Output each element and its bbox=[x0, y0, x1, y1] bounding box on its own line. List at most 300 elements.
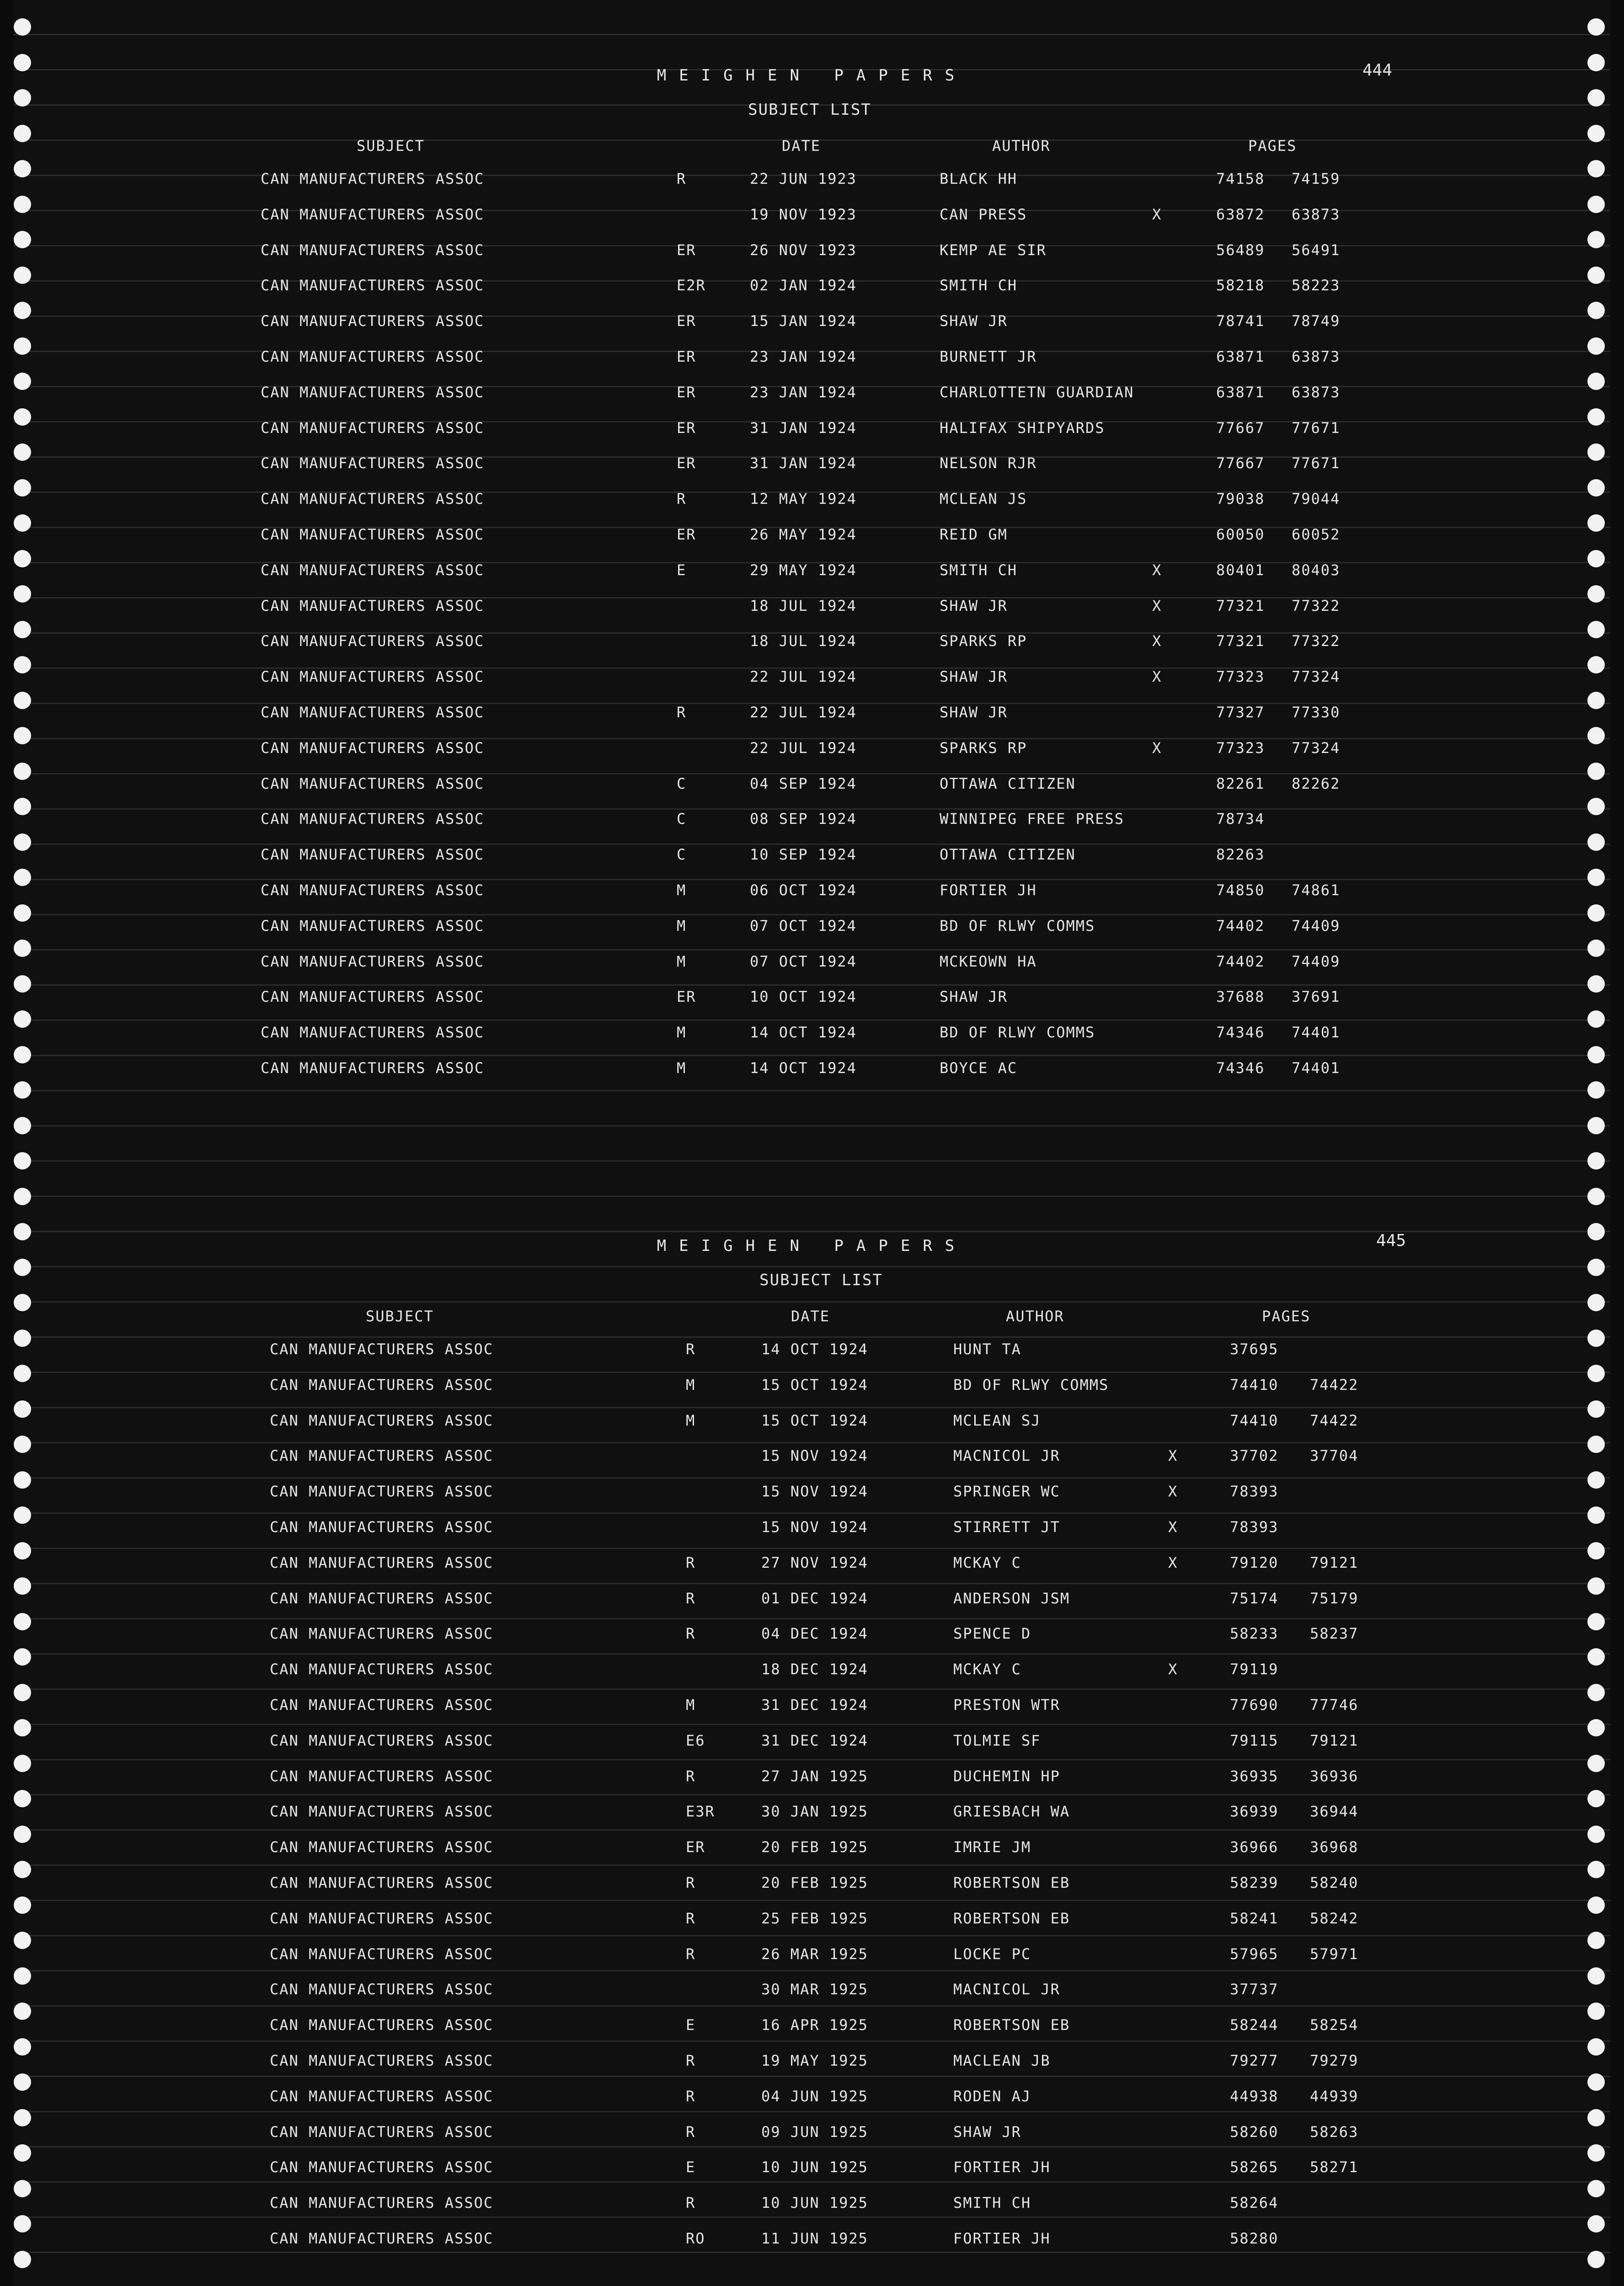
page-end-cell: 58237 bbox=[1310, 1625, 1359, 1643]
code-cell: ER bbox=[677, 525, 696, 543]
date-cell: 12 MAY 1924 bbox=[750, 490, 857, 508]
code-cell: R bbox=[686, 2123, 696, 2141]
code-cell: E3R bbox=[686, 1803, 715, 1821]
author-cell: FORTIER JH bbox=[953, 2158, 1051, 2176]
author-cell: BD OF RLWY COMMS bbox=[953, 1376, 1109, 1394]
date-cell: 06 OCT 1924 bbox=[750, 881, 857, 899]
author-cell: SHAW JR bbox=[940, 597, 1008, 614]
date-cell: 18 JUL 1924 bbox=[750, 597, 857, 614]
subject-cell: CAN MANUFACTURERS ASSOC bbox=[261, 952, 485, 970]
page-start-cell: 37688 bbox=[1216, 988, 1265, 1006]
subject-rows bbox=[0, 1335, 1624, 2260]
table-row bbox=[0, 1975, 1624, 2011]
author-cell: IMRIE JM bbox=[953, 1838, 1031, 1856]
author-cell: ROBERTSON EB bbox=[953, 1874, 1070, 1891]
subject-cell: CAN MANUFACTURERS ASSOC bbox=[261, 917, 485, 935]
subject-cell: CAN MANUFACTURERS ASSOC bbox=[270, 1874, 494, 1891]
page-end-cell: 79121 bbox=[1310, 1731, 1359, 1749]
code-cell: ER bbox=[677, 419, 696, 437]
code-cell: M bbox=[677, 917, 687, 935]
subject-cell: CAN MANUFACTURERS ASSOC bbox=[270, 1803, 494, 1821]
table-row bbox=[0, 983, 1624, 1018]
date-cell: 15 NOV 1924 bbox=[761, 1447, 868, 1465]
subject-cell: CAN MANUFACTURERS ASSOC bbox=[261, 241, 485, 259]
header-pages: PAGES bbox=[1248, 137, 1297, 155]
subject-cell: CAN MANUFACTURERS ASSOC bbox=[270, 1483, 494, 1501]
author-cell: HUNT TA bbox=[953, 1341, 1021, 1358]
page-end-cell: 63873 bbox=[1292, 205, 1341, 223]
table-row bbox=[0, 2224, 1624, 2260]
subject-cell: CAN MANUFACTURERS ASSOC bbox=[270, 1731, 494, 1749]
subject-cell: CAN MANUFACTURERS ASSOC bbox=[261, 988, 485, 1006]
subject-cell: CAN MANUFACTURERS ASSOC bbox=[270, 1376, 494, 1394]
page-start-cell: 82261 bbox=[1216, 774, 1265, 792]
table-row bbox=[0, 1762, 1624, 1798]
subject-cell: CAN MANUFACTURERS ASSOC bbox=[261, 490, 485, 508]
flag-cell: X bbox=[1168, 1554, 1178, 1571]
page-start-cell: 63871 bbox=[1216, 383, 1265, 401]
feed-hole bbox=[1587, 18, 1605, 36]
column-headers bbox=[0, 137, 1624, 160]
code-cell: ER bbox=[677, 988, 696, 1006]
header-date: DATE bbox=[782, 137, 821, 155]
subject-cell: CAN MANUFACTURERS ASSOC bbox=[261, 703, 485, 721]
code-cell: ER bbox=[677, 312, 696, 330]
date-cell: 26 MAR 1925 bbox=[761, 1945, 868, 1963]
header-author: AUTHOR bbox=[992, 137, 1051, 155]
page-end-cell: 37691 bbox=[1292, 988, 1341, 1006]
header-date: DATE bbox=[791, 1308, 830, 1325]
flag-cell: X bbox=[1152, 739, 1162, 757]
author-cell: HALIFAX SHIPYARDS bbox=[940, 419, 1105, 437]
page-start-cell: 58264 bbox=[1230, 2194, 1279, 2212]
table-row bbox=[0, 1691, 1624, 1726]
list-subtitle: SUBJECT LIST bbox=[748, 101, 871, 119]
code-cell: C bbox=[677, 774, 687, 792]
page-end-cell: 74409 bbox=[1292, 952, 1341, 970]
date-cell: 31 JAN 1924 bbox=[750, 454, 857, 472]
page-end-cell: 63873 bbox=[1292, 347, 1341, 365]
flag-cell: X bbox=[1168, 1661, 1178, 1678]
code-cell: R bbox=[677, 703, 687, 721]
author-cell: SHAW JR bbox=[940, 312, 1008, 330]
author-cell: GRIESBACH WA bbox=[953, 1803, 1070, 1821]
subject-cell: CAN MANUFACTURERS ASSOC bbox=[270, 1554, 494, 1571]
flag-cell: X bbox=[1152, 632, 1162, 650]
date-cell: 22 JUL 1924 bbox=[750, 703, 857, 721]
page-end-cell: 77322 bbox=[1292, 632, 1341, 650]
date-cell: 14 OCT 1924 bbox=[750, 1059, 857, 1077]
page-end-cell: 60052 bbox=[1292, 525, 1341, 543]
subject-cell: CAN MANUFACTURERS ASSOC bbox=[270, 1625, 494, 1643]
code-cell: C bbox=[677, 846, 687, 864]
table-row bbox=[0, 1477, 1624, 1513]
page-start-cell: 74402 bbox=[1216, 952, 1265, 970]
table-row bbox=[0, 1513, 1624, 1549]
author-cell: SMITH CH bbox=[953, 2194, 1031, 2212]
page-start-cell: 56489 bbox=[1216, 241, 1265, 259]
date-cell: 29 MAY 1924 bbox=[750, 561, 857, 579]
flag-cell: X bbox=[1168, 1447, 1178, 1465]
page-end-cell: 74861 bbox=[1292, 881, 1341, 899]
date-cell: 20 FEB 1925 bbox=[761, 1874, 868, 1891]
page-start-cell: 37702 bbox=[1230, 1447, 1279, 1465]
table-row bbox=[0, 271, 1624, 307]
table-row bbox=[0, 698, 1624, 734]
date-cell: 19 NOV 1923 bbox=[750, 205, 857, 223]
table-row bbox=[0, 236, 1624, 272]
flag-cell: X bbox=[1168, 1483, 1178, 1501]
page-start-cell: 37737 bbox=[1230, 1981, 1279, 1998]
column-headers bbox=[0, 1308, 1624, 1330]
date-cell: 22 JUL 1924 bbox=[750, 739, 857, 757]
author-cell: SPARKS RP bbox=[940, 632, 1027, 650]
subject-cell: CAN MANUFACTURERS ASSOC bbox=[261, 1024, 485, 1042]
author-cell: BOYCE AC bbox=[940, 1059, 1018, 1077]
date-cell: 14 OCT 1924 bbox=[761, 1341, 868, 1358]
date-cell: 23 JAN 1924 bbox=[750, 383, 857, 401]
page-end-cell: 58223 bbox=[1292, 277, 1341, 294]
page-start-cell: 58233 bbox=[1230, 1625, 1279, 1643]
page-start-cell: 79038 bbox=[1216, 490, 1265, 508]
code-cell: E6 bbox=[686, 1731, 705, 1749]
code-cell: R bbox=[677, 490, 687, 508]
table-row bbox=[0, 1655, 1624, 1691]
table-row bbox=[0, 840, 1624, 876]
page-end-cell: 74409 bbox=[1292, 917, 1341, 935]
page-end-cell: 36968 bbox=[1310, 1838, 1359, 1856]
code-cell: R bbox=[686, 1589, 696, 1607]
subject-cell: CAN MANUFACTURERS ASSOC bbox=[270, 2229, 494, 2247]
page-end-cell: 77322 bbox=[1292, 597, 1341, 614]
page-start-cell: 36935 bbox=[1230, 1767, 1279, 1785]
table-row bbox=[0, 342, 1624, 378]
page-end-cell: 77324 bbox=[1292, 739, 1341, 757]
date-cell: 07 OCT 1924 bbox=[750, 917, 857, 935]
code-cell: M bbox=[677, 1059, 687, 1077]
page-start-cell: 44938 bbox=[1230, 2087, 1279, 2105]
feed-hole bbox=[14, 1188, 31, 1205]
page-start-cell: 80401 bbox=[1216, 561, 1265, 579]
author-cell: FORTIER JH bbox=[953, 2229, 1051, 2247]
author-cell: MACNICOL JR bbox=[953, 1447, 1060, 1465]
date-cell: 15 NOV 1924 bbox=[761, 1483, 868, 1501]
author-cell: SHAW JR bbox=[940, 668, 1008, 686]
header-author: AUTHOR bbox=[1006, 1308, 1064, 1325]
header-pages: PAGES bbox=[1262, 1308, 1311, 1325]
author-cell: WINNIPEG FREE PRESS bbox=[940, 810, 1125, 828]
code-cell: R bbox=[686, 1341, 696, 1358]
author-cell: CAN PRESS bbox=[940, 205, 1027, 223]
date-cell: 16 APR 1925 bbox=[761, 2016, 868, 2034]
table-row bbox=[0, 449, 1624, 485]
date-cell: 18 DEC 1924 bbox=[761, 1661, 868, 1678]
page-start-cell: 77321 bbox=[1216, 632, 1265, 650]
page-end-cell: 74401 bbox=[1292, 1059, 1341, 1077]
code-cell: M bbox=[677, 952, 687, 970]
date-cell: 07 OCT 1924 bbox=[750, 952, 857, 970]
author-cell: OTTAWA CITIZEN bbox=[940, 774, 1076, 792]
page-start-cell: 77667 bbox=[1216, 419, 1265, 437]
feed-hole bbox=[14, 18, 31, 36]
date-cell: 10 OCT 1924 bbox=[750, 988, 857, 1006]
flag-cell: X bbox=[1152, 561, 1162, 579]
table-row bbox=[0, 1406, 1624, 1442]
page-start-cell: 77327 bbox=[1216, 703, 1265, 721]
date-cell: 15 JAN 1924 bbox=[750, 312, 857, 330]
page-end-cell: 77330 bbox=[1292, 703, 1341, 721]
flag-cell: X bbox=[1152, 668, 1162, 686]
author-cell: FORTIER JH bbox=[940, 881, 1037, 899]
code-cell: ER bbox=[677, 454, 696, 472]
code-cell: M bbox=[677, 1024, 687, 1042]
code-cell: C bbox=[677, 810, 687, 828]
table-row bbox=[0, 1726, 1624, 1762]
subject-cell: CAN MANUFACTURERS ASSOC bbox=[261, 419, 485, 437]
page-end-cell: 58242 bbox=[1310, 1909, 1359, 1927]
page-start-cell: 78741 bbox=[1216, 312, 1265, 330]
table-row bbox=[0, 1054, 1624, 1090]
date-cell: 04 JUN 1925 bbox=[761, 2087, 868, 2105]
date-cell: 15 OCT 1924 bbox=[761, 1411, 868, 1429]
table-row bbox=[0, 520, 1624, 556]
subject-cell: CAN MANUFACTURERS ASSOC bbox=[261, 561, 485, 579]
subject-cell: CAN MANUFACTURERS ASSOC bbox=[270, 1838, 494, 1856]
code-cell: ER bbox=[686, 1838, 705, 1856]
table-row bbox=[0, 2082, 1624, 2118]
table-row bbox=[0, 912, 1624, 947]
document-title: MEIGHEN PAPERS bbox=[657, 66, 967, 85]
table-row bbox=[0, 1869, 1624, 1904]
page-end-cell: 58271 bbox=[1310, 2158, 1359, 2176]
page-start-cell: 79115 bbox=[1230, 1731, 1279, 1749]
code-cell: RO bbox=[686, 2229, 705, 2247]
date-cell: 19 MAY 1925 bbox=[761, 2051, 868, 2069]
page-end-cell: 44939 bbox=[1310, 2087, 1359, 2105]
page-end-cell: 74422 bbox=[1310, 1411, 1359, 1429]
page-number: 444 bbox=[1362, 61, 1393, 80]
table-row bbox=[0, 2118, 1624, 2153]
table-row bbox=[0, 378, 1624, 414]
author-cell: KEMP AE SIR bbox=[940, 241, 1047, 259]
date-cell: 01 DEC 1924 bbox=[761, 1589, 868, 1607]
author-cell: DUCHEMIN HP bbox=[953, 1767, 1060, 1785]
code-cell: R bbox=[686, 1767, 696, 1785]
author-cell: OTTAWA CITIZEN bbox=[940, 846, 1076, 864]
date-cell: 08 SEP 1924 bbox=[750, 810, 857, 828]
list-subtitle: SUBJECT LIST bbox=[759, 1271, 883, 1289]
feed-hole bbox=[1587, 1152, 1605, 1170]
code-cell: E bbox=[677, 561, 687, 579]
author-cell: MCLEAN SJ bbox=[953, 1411, 1041, 1429]
page-end-cell: 74159 bbox=[1292, 170, 1341, 187]
subject-cell: CAN MANUFACTURERS ASSOC bbox=[270, 1411, 494, 1429]
document-title: MEIGHEN PAPERS bbox=[657, 1237, 967, 1255]
code-cell: M bbox=[686, 1376, 696, 1394]
subject-cell: CAN MANUFACTURERS ASSOC bbox=[270, 2123, 494, 2141]
code-cell: R bbox=[686, 2194, 696, 2212]
table-row bbox=[0, 662, 1624, 698]
table-row bbox=[0, 1018, 1624, 1054]
feed-hole bbox=[14, 1117, 31, 1134]
date-cell: 04 SEP 1924 bbox=[750, 774, 857, 792]
author-cell: SPRINGER WC bbox=[953, 1483, 1060, 1501]
code-cell: ER bbox=[677, 383, 696, 401]
page-start-cell: 77321 bbox=[1216, 597, 1265, 614]
page-end-cell: 77671 bbox=[1292, 419, 1341, 437]
date-cell: 04 DEC 1924 bbox=[761, 1625, 868, 1643]
page-end-cell: 77324 bbox=[1292, 668, 1341, 686]
subject-cell: CAN MANUFACTURERS ASSOC bbox=[270, 1696, 494, 1714]
code-cell: R bbox=[686, 2087, 696, 2105]
feed-hole bbox=[14, 1152, 31, 1170]
code-cell: R bbox=[686, 1874, 696, 1891]
page-start-cell: 36966 bbox=[1230, 1838, 1279, 1856]
subject-cell: CAN MANUFACTURERS ASSOC bbox=[261, 739, 485, 757]
table-row bbox=[0, 414, 1624, 449]
subject-cell: CAN MANUFACTURERS ASSOC bbox=[261, 881, 485, 899]
date-cell: 02 JAN 1924 bbox=[750, 277, 857, 294]
subject-cell: CAN MANUFACTURERS ASSOC bbox=[261, 846, 485, 864]
subject-cell: CAN MANUFACTURERS ASSOC bbox=[270, 2194, 494, 2212]
feed-hole bbox=[1587, 1117, 1605, 1134]
subject-cell: CAN MANUFACTURERS ASSOC bbox=[270, 1981, 494, 1998]
code-cell: ER bbox=[677, 241, 696, 259]
subject-cell: CAN MANUFACTURERS ASSOC bbox=[261, 668, 485, 686]
page-end-cell: 58254 bbox=[1310, 2016, 1359, 2034]
date-cell: 22 JUL 1924 bbox=[750, 668, 857, 686]
subject-cell: CAN MANUFACTURERS ASSOC bbox=[270, 1447, 494, 1465]
author-cell: RODEN AJ bbox=[953, 2087, 1031, 2105]
page-end-cell: 74401 bbox=[1292, 1024, 1341, 1042]
page-end-cell: 58240 bbox=[1310, 1874, 1359, 1891]
author-cell: LOCKE PC bbox=[953, 1945, 1031, 1963]
author-cell: MACNICOL JR bbox=[953, 1981, 1060, 1998]
subject-cell: CAN MANUFACTURERS ASSOC bbox=[270, 1767, 494, 1785]
table-row bbox=[0, 1549, 1624, 1584]
flag-cell: X bbox=[1168, 1518, 1178, 1536]
page-end-cell: 37704 bbox=[1310, 1447, 1359, 1465]
code-cell: R bbox=[686, 1625, 696, 1643]
author-cell: SMITH CH bbox=[940, 561, 1018, 579]
page-start-cell: 79120 bbox=[1230, 1554, 1279, 1571]
date-cell: 30 MAR 1925 bbox=[761, 1981, 868, 1998]
subject-cell: CAN MANUFACTURERS ASSOC bbox=[270, 1661, 494, 1678]
code-cell: ER bbox=[677, 347, 696, 365]
page-end-cell: 79279 bbox=[1310, 2051, 1359, 2069]
page-start-cell: 77323 bbox=[1216, 739, 1265, 757]
author-cell: MCLEAN JS bbox=[940, 490, 1027, 508]
page-start-cell: 37695 bbox=[1230, 1341, 1279, 1358]
code-cell: M bbox=[686, 1696, 696, 1714]
subject-cell: CAN MANUFACTURERS ASSOC bbox=[261, 525, 485, 543]
feed-hole bbox=[1587, 1188, 1605, 1205]
table-row bbox=[0, 1371, 1624, 1406]
date-cell: 20 FEB 1925 bbox=[761, 1838, 868, 1856]
page-start-cell: 58244 bbox=[1230, 2016, 1279, 2034]
subject-cell: CAN MANUFACTURERS ASSOC bbox=[270, 2087, 494, 2105]
author-cell: SMITH CH bbox=[940, 277, 1018, 294]
code-cell: R bbox=[686, 1945, 696, 1963]
page-start-cell: 74850 bbox=[1216, 881, 1265, 899]
date-cell: 10 JUN 1925 bbox=[761, 2194, 868, 2212]
code-cell: E2R bbox=[677, 277, 706, 294]
table-row bbox=[0, 1619, 1624, 1655]
author-cell: SHAW JR bbox=[940, 988, 1008, 1006]
subject-cell: CAN MANUFACTURERS ASSOC bbox=[270, 1589, 494, 1607]
page-start-cell: 77323 bbox=[1216, 668, 1265, 686]
page-start-cell: 74410 bbox=[1230, 1411, 1279, 1429]
table-row bbox=[0, 805, 1624, 840]
table-row bbox=[0, 200, 1624, 236]
flag-cell: X bbox=[1152, 597, 1162, 614]
subject-cell: CAN MANUFACTURERS ASSOC bbox=[270, 1518, 494, 1536]
subject-cell: CAN MANUFACTURERS ASSOC bbox=[261, 277, 485, 294]
header-subject: SUBJECT bbox=[366, 1308, 434, 1325]
page-end-cell: 77746 bbox=[1310, 1696, 1359, 1714]
page-end-cell: 74422 bbox=[1310, 1376, 1359, 1394]
page-start-cell: 77690 bbox=[1230, 1696, 1279, 1714]
table-row bbox=[0, 627, 1624, 662]
date-cell: 25 FEB 1925 bbox=[761, 1909, 868, 1927]
page-end-cell: 63873 bbox=[1292, 383, 1341, 401]
code-cell: R bbox=[677, 170, 687, 187]
subject-cell: CAN MANUFACTURERS ASSOC bbox=[261, 170, 485, 187]
author-cell: SPARKS RP bbox=[940, 739, 1027, 757]
author-cell: TOLMIE SF bbox=[953, 1731, 1041, 1749]
date-cell: 09 JUN 1925 bbox=[761, 2123, 868, 2141]
date-cell: 14 OCT 1924 bbox=[750, 1024, 857, 1042]
date-cell: 18 JUL 1924 bbox=[750, 632, 857, 650]
author-cell: CHARLOTTETN GUARDIAN bbox=[940, 383, 1134, 401]
author-cell: PRESTON WTR bbox=[953, 1696, 1060, 1714]
page-end-cell: 77671 bbox=[1292, 454, 1341, 472]
subject-cell: CAN MANUFACTURERS ASSOC bbox=[270, 2051, 494, 2069]
flag-cell: X bbox=[1152, 205, 1162, 223]
date-cell: 23 JAN 1924 bbox=[750, 347, 857, 365]
page-end-cell: 78749 bbox=[1292, 312, 1341, 330]
date-cell: 11 JUN 1925 bbox=[761, 2229, 868, 2247]
page-start-cell: 74410 bbox=[1230, 1376, 1279, 1394]
author-cell: MCKAY C bbox=[953, 1661, 1021, 1678]
page-start-cell: 74158 bbox=[1216, 170, 1265, 187]
page-end-cell: 82262 bbox=[1292, 774, 1341, 792]
subject-cell: CAN MANUFACTURERS ASSOC bbox=[261, 632, 485, 650]
author-cell: STIRRETT JT bbox=[953, 1518, 1060, 1536]
code-cell: R bbox=[686, 1909, 696, 1927]
page-end-cell: 79044 bbox=[1292, 490, 1341, 508]
author-cell: BURNETT JR bbox=[940, 347, 1037, 365]
subject-cell: CAN MANUFACTURERS ASSOC bbox=[261, 347, 485, 365]
author-cell: MACLEAN JB bbox=[953, 2051, 1051, 2069]
page-start-cell: 74346 bbox=[1216, 1024, 1265, 1042]
subject-cell: CAN MANUFACTURERS ASSOC bbox=[261, 312, 485, 330]
page-start-cell: 60050 bbox=[1216, 525, 1265, 543]
author-cell: SHAW JR bbox=[940, 703, 1008, 721]
table-row bbox=[0, 2011, 1624, 2046]
page-start-cell: 58218 bbox=[1216, 277, 1265, 294]
date-cell: 10 JUN 1925 bbox=[761, 2158, 868, 2176]
page-start-cell: 58241 bbox=[1230, 1909, 1279, 1927]
code-cell: M bbox=[686, 1411, 696, 1429]
date-cell: 15 OCT 1924 bbox=[761, 1376, 868, 1394]
subject-cell: CAN MANUFACTURERS ASSOC bbox=[261, 1059, 485, 1077]
page-start-cell: 78393 bbox=[1230, 1518, 1279, 1536]
subject-cell: CAN MANUFACTURERS ASSOC bbox=[270, 1341, 494, 1358]
subject-cell: CAN MANUFACTURERS ASSOC bbox=[270, 2016, 494, 2034]
code-cell: R bbox=[686, 1554, 696, 1571]
page-start-cell: 79277 bbox=[1230, 2051, 1279, 2069]
